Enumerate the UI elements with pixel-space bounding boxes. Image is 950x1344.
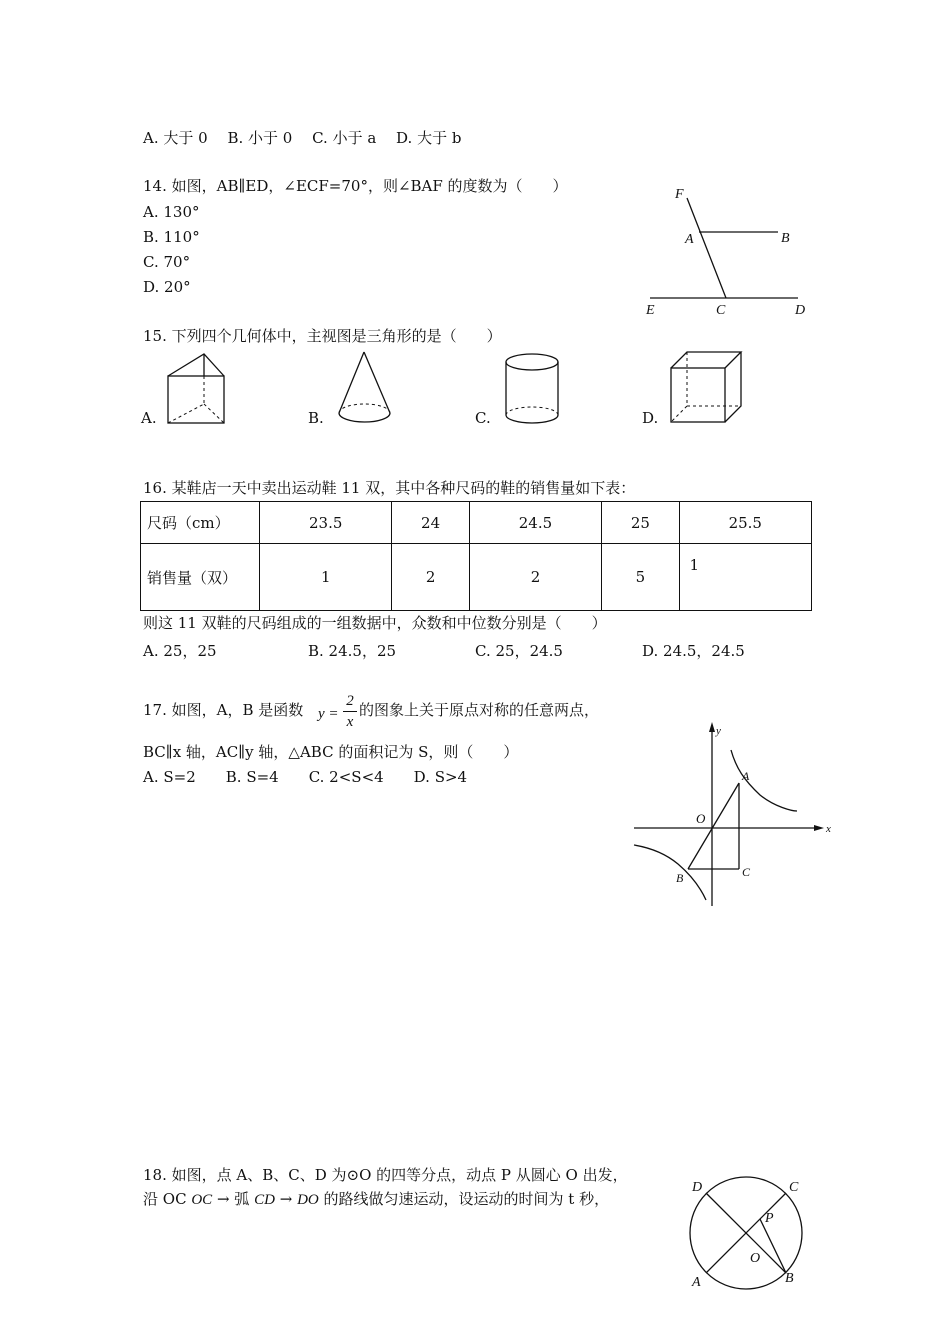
q18-label-o: O xyxy=(750,1251,761,1266)
q18-arrow: → xyxy=(279,1190,293,1208)
q14-option-d: D. 20° xyxy=(143,278,191,296)
table-cell-count: 1 xyxy=(679,544,811,611)
q15-option-b: B. xyxy=(308,409,324,427)
q17-label-a: A xyxy=(742,769,750,783)
q16-option-b: B. 24.5，25 xyxy=(308,642,397,660)
table-cell-count: 2 xyxy=(392,544,469,611)
q18-label-b: B xyxy=(785,1271,794,1286)
q18-math-cd: CD xyxy=(254,1192,275,1208)
q15-stem: 15. 下列四个几何体中，主视图是三角形的是（ ） xyxy=(143,327,502,345)
q14-label-a: A xyxy=(685,232,694,247)
q17-label-x: x xyxy=(826,823,831,835)
q17-line2: BC∥x 轴，AC∥y 轴，△ABC 的面积记为 S，则（ ） xyxy=(143,743,519,761)
q14-option-b: B. 110° xyxy=(143,228,200,246)
table-cell-size: 24 xyxy=(392,502,469,544)
q18-label-d: D xyxy=(692,1180,703,1195)
q18-line2-suffix: 的路线做匀速运动，设运动的时间为 t 秒， xyxy=(323,1190,610,1208)
q17-stem-before: 17. 如图，A，B 是函数 xyxy=(143,701,304,719)
q15-option-d: D. xyxy=(642,409,659,427)
q18-label-p: P xyxy=(765,1211,774,1226)
q18-line2-prefix: 沿 OC xyxy=(143,1190,187,1208)
q14-option-a: A. 130° xyxy=(143,203,200,221)
q18-label-c: C xyxy=(789,1180,799,1195)
q17-options: A. S=2 B. S=4 C. 2<S<4 D. S>4 xyxy=(143,768,468,786)
q16-option-a: A. 25，25 xyxy=(143,642,217,660)
q18-label-a: A xyxy=(692,1275,701,1290)
q15-option-a: A. xyxy=(141,409,157,427)
table-cell-count: 2 xyxy=(469,544,601,611)
q17-formula-numerator: 2 xyxy=(346,693,354,709)
q14-label-f: F xyxy=(675,187,684,202)
q18-math-do: DO xyxy=(297,1192,319,1208)
q16-question: 则这 11 双鞋的尺码组成的一组数据中，众数和中位数分别是（ ） xyxy=(143,614,607,632)
q17-formula-denominator: x xyxy=(346,714,354,730)
q16-stem: 16. 某鞋店一天中卖出运动鞋 11 双，其中各种尺码的鞋的销售量如下表： xyxy=(143,479,636,497)
q17-label-b: B xyxy=(676,871,684,885)
q17-label-c: C xyxy=(742,865,751,879)
table-cell-size: 25.5 xyxy=(679,502,811,544)
q18-arrow-arc: → 弧 xyxy=(216,1190,250,1208)
q17-stem-after: 的图象上关于原点对称的任意两点， xyxy=(359,701,600,719)
table-cell-count: 1 xyxy=(260,544,392,611)
q18-line1: 18. 如图，点 A、B、C、D 为⊙O 的四等分点，动点 P 从圆心 O 出发， xyxy=(143,1166,628,1184)
table-cell-size: 23.5 xyxy=(260,502,392,544)
q16-option-c: C. 25，24.5 xyxy=(475,642,563,660)
q18-math-oc: OC xyxy=(191,1192,213,1208)
table-cell-count: 5 xyxy=(602,544,679,611)
table-cell-size: 24.5 xyxy=(469,502,601,544)
q14-stem: 14. 如图，AB∥ED，∠ECF=70°，则∠BAF 的度数为（ ） xyxy=(143,177,568,195)
q14-option-c: C. 70° xyxy=(143,253,191,271)
q16-option-d: D. 24.5，24.5 xyxy=(642,642,745,660)
q15-option-c: C. xyxy=(475,409,491,427)
q14-label-d: D xyxy=(795,303,806,318)
table-cell-size: 25 xyxy=(602,502,679,544)
q17-label-y: y xyxy=(716,725,721,737)
q17-formula-lhs: y = xyxy=(318,706,339,722)
q14-label-b: B xyxy=(781,231,790,246)
q14-label-e: E xyxy=(646,303,655,318)
q14-label-c: C xyxy=(716,303,726,318)
table-header-count: 销售量（双） xyxy=(141,544,260,611)
q17-label-o: O xyxy=(696,811,706,826)
q13-options: A. 大于 0 B. 小于 0 C. 小于 a D. 大于 b xyxy=(143,129,462,147)
q18-segment-pb xyxy=(760,1219,786,1273)
table-header-size: 尺码（cm） xyxy=(141,502,260,544)
